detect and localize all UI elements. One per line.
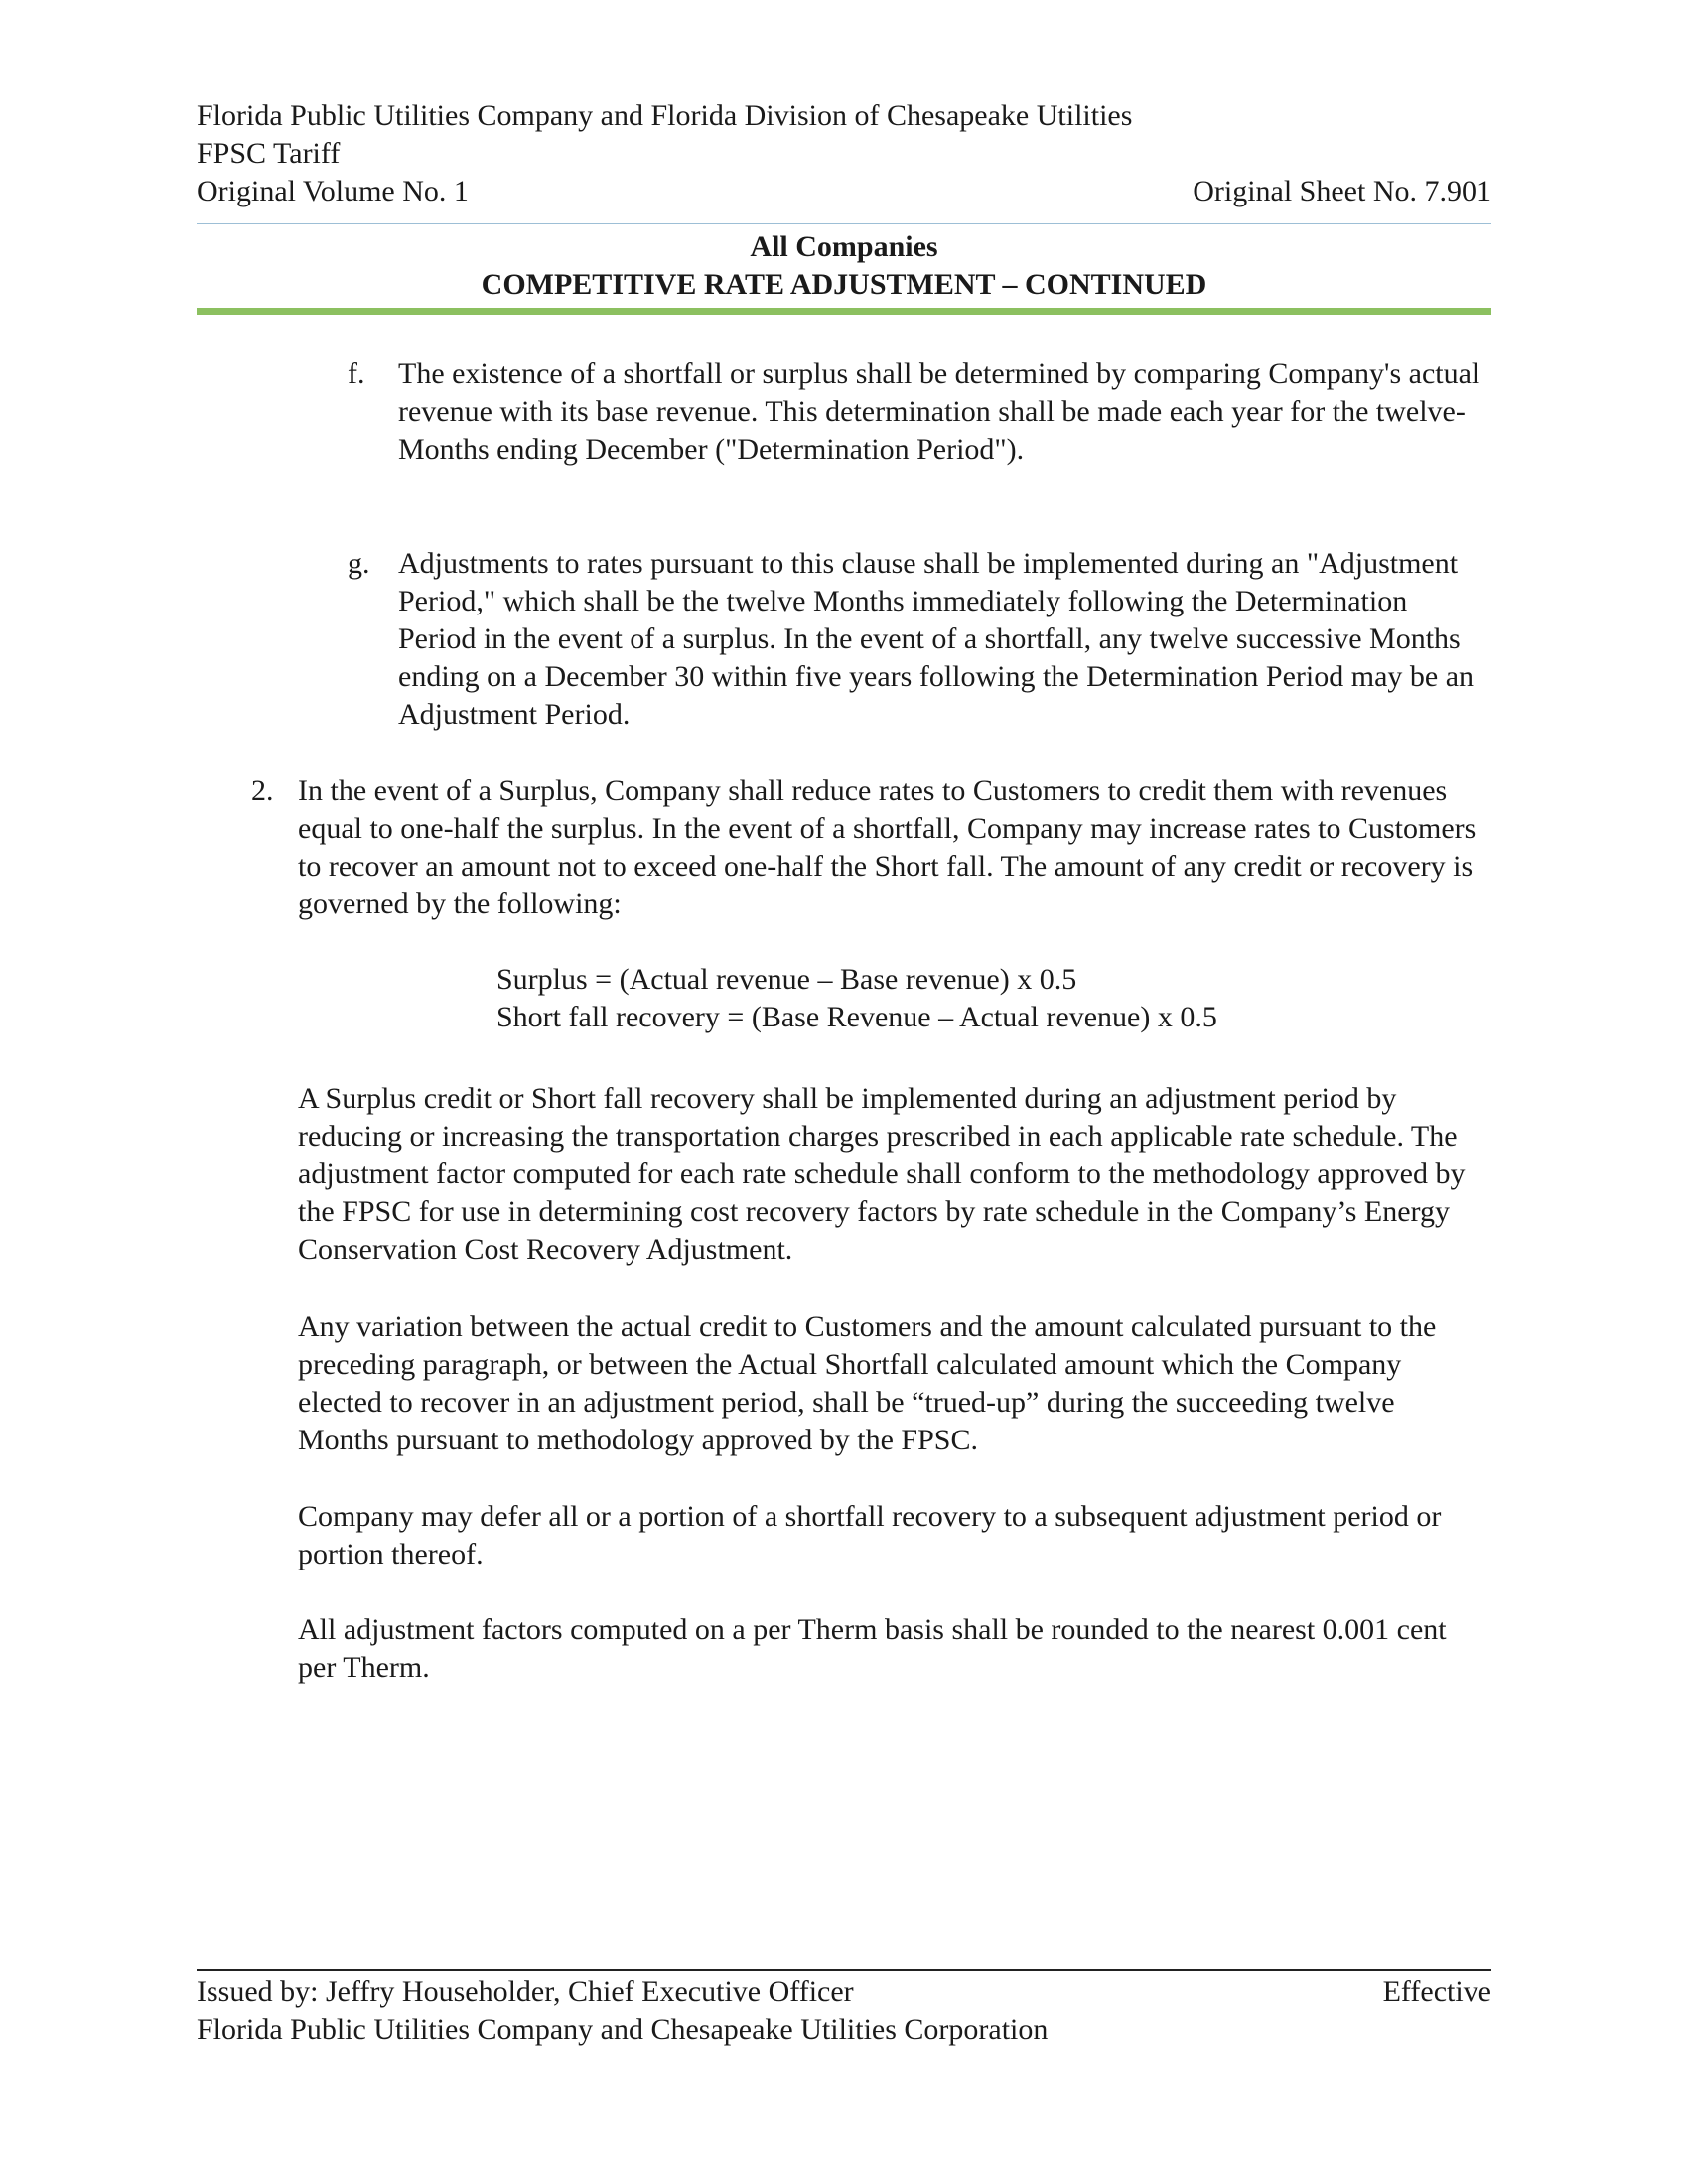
list-marker: 2.	[251, 774, 274, 807]
list-item-text: The existence of a shortfall or surplus shall be determined by comparing Company's actual revenue with its base revenue. This determination shall be made each year for the twelve-Months ending December ("Determination Period").	[398, 357, 1480, 466]
header-tariff-line: FPSC Tariff	[197, 137, 341, 170]
header-divider	[197, 223, 1491, 224]
list-marker: g.	[348, 547, 370, 580]
header-volume-row	[197, 173, 1491, 210]
section-title: All Companies	[750, 230, 938, 263]
footer-divider	[197, 1969, 1491, 1971]
paragraph-deferral: Company may defer all or a portion of a shortfall recovery to a subsequent adjustment period or portion thereof.	[298, 1500, 1442, 1570]
page-footer	[197, 1974, 1491, 2049]
list-item-text: In the event of a Surplus, Company shall reduce rates to Customers to credit them with revenues equal to one-half the surplus. In the event of a shortfall, Company may increase rates to Customers to recover an amount not to exceed one-half the Short fall. The amount of any credit or recovery is governed by the following:	[298, 774, 1477, 920]
footer-effective: Effective	[1382, 1976, 1491, 2008]
list-item-text: Adjustments to rates pursuant to this clause shall be implemented during an "Adjustment Period," which shall be the twelve Months immediately following the Determination Period in the event of a surplus. In the event of a shortfall, any twelve successive Months ending on a December 30 within five years following the Determination Period may be an Adjustment Period.	[398, 547, 1475, 731]
footer-issued-by: Issued by: Jeffry Householder, Chief Executive Officer	[197, 1976, 854, 2008]
list-item-2	[251, 772, 1491, 923]
list-marker: f.	[348, 357, 365, 390]
header-company-line: Florida Public Utilities Company and Florida Division of Chesapeake Utilities	[197, 99, 1133, 132]
shortfall-formula: Short fall recovery = (Base Revenue – Actual revenue) x 0.5	[496, 1001, 1217, 1033]
list-item-f	[348, 355, 1491, 469]
footer-issued-row	[197, 1974, 1491, 2011]
section-heading	[197, 228, 1491, 304]
paragraph-rounding: All adjustment factors computed on a per Therm basis shall be rounded to the nearest 0.001 cent per Therm.	[298, 1613, 1447, 1684]
paragraph-true-up: Any variation between the actual credit to Customers and the amount calculated pursuant to the preceding paragraph, or between the Actual Shortfall calculated amount which the Company elected to recover in an adjustment period, shall be “trued-up” during the succeeding twelve Months pursuant to methodology approved by the FPSC.	[298, 1310, 1437, 1456]
list-item-g	[348, 545, 1491, 734]
header-sheet-number: Original Sheet No. 7.901	[1193, 175, 1491, 207]
page-header	[197, 97, 1491, 210]
surplus-formula: Surplus = (Actual revenue – Base revenue) x 0.5	[496, 963, 1077, 996]
footer-company: Florida Public Utilities Company and Chesapeake Utilities Corporation	[197, 2013, 1049, 2046]
section-subtitle: COMPETITIVE RATE ADJUSTMENT – CONTINUED	[481, 268, 1207, 301]
formula-block	[496, 961, 1489, 1036]
paragraph-implementation: A Surplus credit or Short fall recovery shall be implemented during an adjustment period by reducing or increasing the transportation charges prescribed in each applicable rate schedule. The adjustment factor computed for each rate schedule shall conform to the methodology approved by the FPSC for use in determining cost recovery factors by rate schedule in the Company’s Energy Conservation Cost Recovery Adjustment.	[298, 1082, 1466, 1266]
section-divider	[197, 308, 1491, 315]
header-volume: Original Volume No. 1	[197, 175, 469, 207]
